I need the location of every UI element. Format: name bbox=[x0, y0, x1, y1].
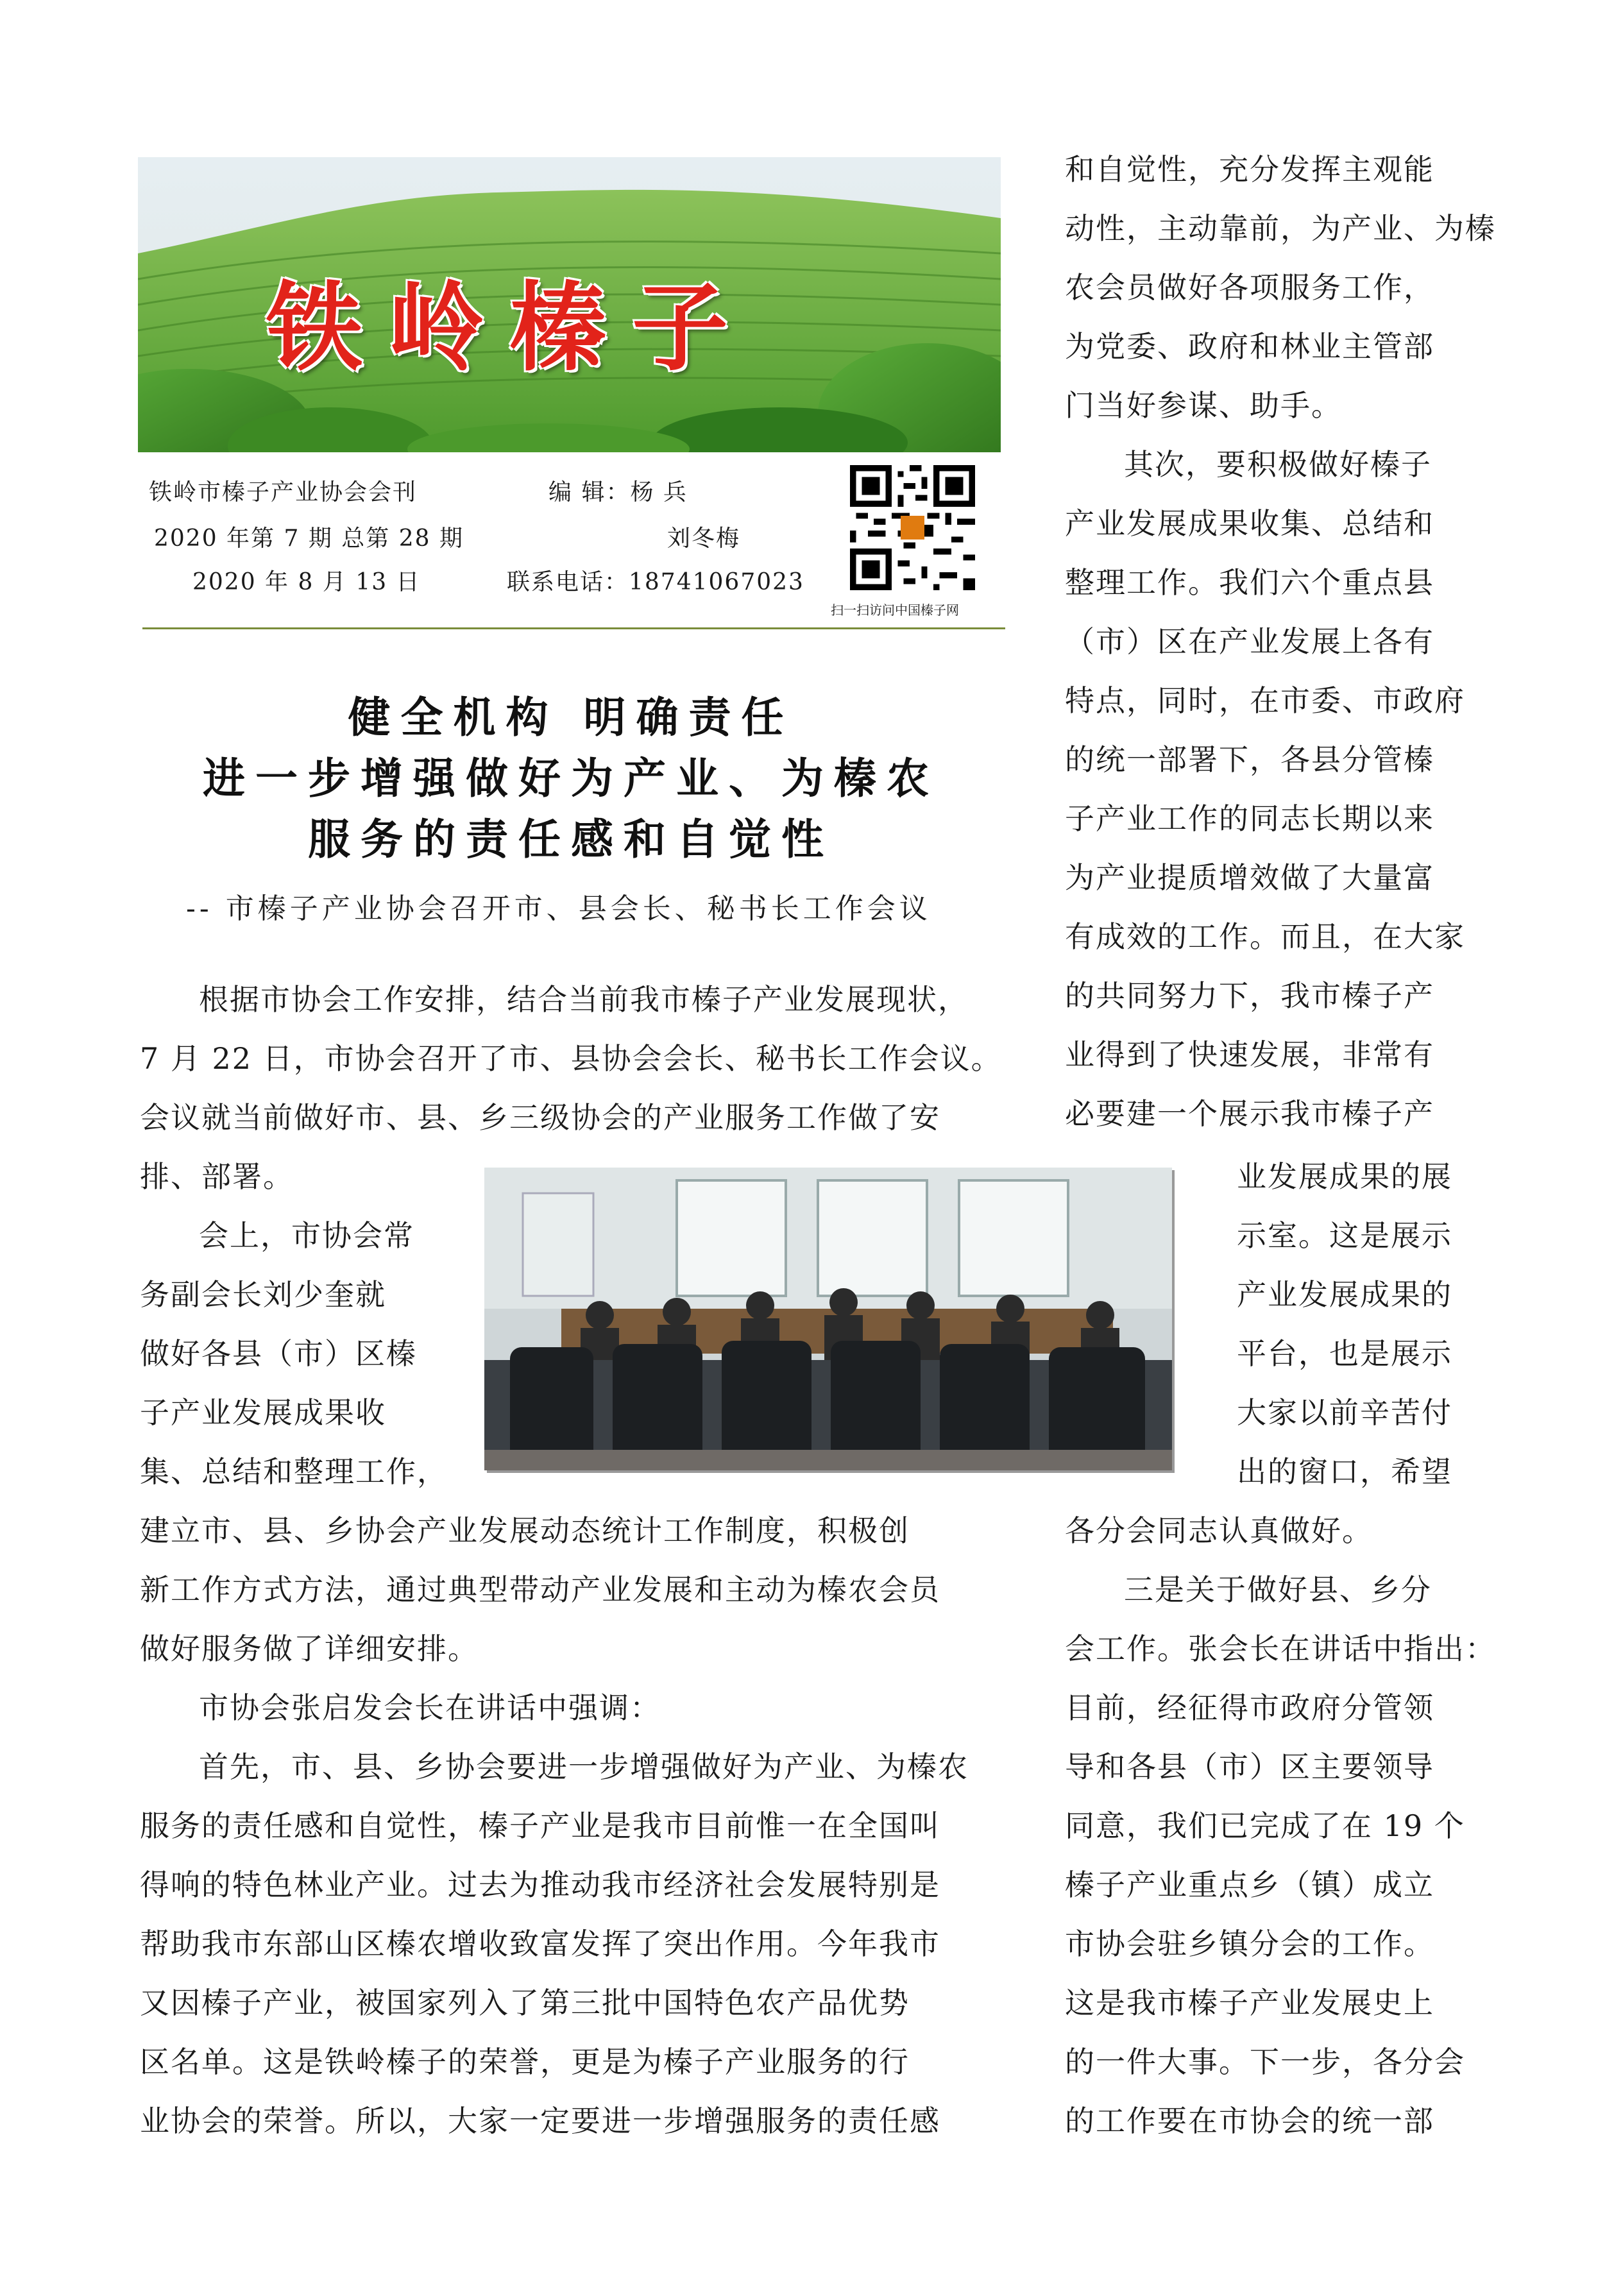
paragraph-line: 各分会同志认真做好。 bbox=[1065, 1513, 1373, 1548]
paragraph-line: 有成效的工作。而且，在大家 bbox=[1065, 919, 1465, 954]
paragraph-line: 又因榛子产业，被国家列入了第三批中国特色农产品优势 bbox=[140, 1986, 910, 2020]
article-right-column-lower bbox=[1065, 1501, 1496, 2150]
paragraph-line: 的统一部署下，各县分管榛 bbox=[1065, 742, 1434, 777]
article-right-column bbox=[1065, 140, 1496, 1143]
paragraph-line: 的共同努力下，我市榛子产 bbox=[1065, 978, 1434, 1013]
article-wrap-text-left bbox=[140, 1206, 448, 1501]
paragraph-line: 做好服务做了详细安排。 bbox=[140, 1631, 479, 1666]
paragraph-line: 得响的特色林业产业。过去为推动我市经济社会发展特别是 bbox=[140, 1867, 940, 1902]
qr-code-icon bbox=[850, 465, 975, 590]
paragraph-line: 子产业工作的同志长期以来 bbox=[1065, 801, 1434, 836]
paragraph-line: 榛子产业重点乡（镇）成立 bbox=[1065, 1867, 1434, 1902]
paragraph-line: 同意，我们已完成了在 19 个 bbox=[1065, 1808, 1465, 1843]
contact-phone: 联系电话：18741067023 bbox=[507, 569, 804, 595]
paragraph-line: 会议就当前做好市、县、乡三级协会的产业服务工作做了安 bbox=[140, 1100, 940, 1135]
paragraph-line: 新工作方式方法，通过典型带动产业发展和主动为榛农会员 bbox=[140, 1572, 940, 1607]
paragraph-line: 集、总结和整理工作， bbox=[140, 1454, 448, 1489]
paragraph-line: 门当好参谋、助手。 bbox=[1065, 388, 1342, 423]
paragraph-line: 业协会的荣誉。所以，大家一定要进一步增强服务的责任感 bbox=[140, 2104, 940, 2138]
paragraph-line: 的工作要在市协会的统一部 bbox=[1065, 2104, 1434, 2138]
paragraph-line: 业得到了快速发展，非常有 bbox=[1065, 1037, 1434, 1072]
paragraph-line: 和自觉性，充分发挥主观能 bbox=[1065, 152, 1434, 187]
headline-line-3: 服务的责任感和自觉性 bbox=[308, 815, 834, 864]
paragraph-line: 为党委、政府和林业主管部 bbox=[1065, 329, 1434, 364]
paragraph-line: 农会员做好各项服务工作， bbox=[1065, 270, 1434, 305]
paragraph-line: 其次，要积极做好榛子 bbox=[1124, 447, 1432, 482]
paragraph-line: 平台，也是展示 bbox=[1237, 1336, 1452, 1371]
paragraph-line: 会上，市协会常 bbox=[199, 1218, 414, 1253]
paragraph-line: 示室。这是展示 bbox=[1237, 1218, 1452, 1253]
paragraph-line: 业发展成果的展 bbox=[1237, 1159, 1452, 1194]
paragraph-line: 大家以前辛苦付 bbox=[1237, 1395, 1452, 1430]
paragraph-line: 导和各县（市）区主要领导 bbox=[1065, 1749, 1434, 1784]
paragraph-line: 子产业发展成果收 bbox=[140, 1395, 386, 1430]
paragraph-line: 动性，主动靠前，为产业、为榛 bbox=[1065, 211, 1496, 246]
editor-label: 编 辑：杨 兵 bbox=[548, 479, 688, 506]
paragraph-line: （市）区在产业发展上各有 bbox=[1065, 624, 1434, 659]
paragraph-line: 做好各县（市）区榛 bbox=[140, 1336, 417, 1371]
paragraph-line: 的一件大事。下一步，各分会 bbox=[1065, 2045, 1465, 2079]
paragraph-line: 产业发展成果收集、总结和 bbox=[1065, 506, 1434, 541]
article-wrap-text-right bbox=[1237, 1147, 1452, 1501]
paragraph-line: 帮助我市东部山区榛农增收致富发挥了突出作用。今年我市 bbox=[140, 1926, 940, 1961]
paragraph-line: 市协会张启发会长在讲话中强调： bbox=[199, 1690, 661, 1725]
issue-date: 2020 年 8 月 13 日 bbox=[192, 569, 421, 595]
masthead-banner bbox=[138, 157, 1001, 452]
article-left-column-lower bbox=[140, 1501, 1012, 2150]
masthead-title: 铁岭榛子 bbox=[266, 273, 754, 384]
subheadline: -- 市榛子产业协会召开市、县会长、秘书长工作会议 bbox=[186, 892, 931, 925]
paragraph-line: 出的窗口，希望 bbox=[1237, 1454, 1452, 1489]
meeting-photo bbox=[484, 1168, 1172, 1470]
paragraph-line: 整理工作。我们六个重点县 bbox=[1065, 565, 1434, 600]
paragraph-line: 产业发展成果的 bbox=[1237, 1277, 1452, 1312]
paragraph-line: 这是我市榛子产业发展史上 bbox=[1065, 1986, 1434, 2020]
headline-line-2: 进一步增强做好为产业、为榛农 bbox=[203, 754, 939, 803]
paragraph-line: 根据市协会工作安排，结合当前我市榛子产业发展现状， bbox=[199, 982, 969, 1017]
paragraph-line: 区名单。这是铁岭榛子的荣誉，更是为榛子产业服务的行 bbox=[140, 2045, 910, 2079]
qr-caption: 扫一扫访问中国榛子网 bbox=[831, 602, 959, 618]
masthead-divider bbox=[142, 627, 1005, 629]
paragraph-line: 建立市、县、乡协会产业发展动态统计工作制度，积极创 bbox=[140, 1513, 910, 1548]
paragraph-line: 会工作。张会长在讲话中指出： bbox=[1065, 1631, 1496, 1666]
paragraph-line: 目前，经征得市政府分管领 bbox=[1065, 1690, 1434, 1725]
editor-name-2: 刘冬梅 bbox=[667, 525, 741, 552]
paragraph-line: 排、部署。 bbox=[140, 1159, 294, 1194]
journal-name: 铁岭市榛子产业协会会刊 bbox=[149, 479, 418, 506]
paragraph-line: 特点，同时，在市委、市政府 bbox=[1065, 683, 1465, 718]
paragraph-line: 服务的责任感和自觉性，榛子产业是我市目前惟一在全国叫 bbox=[140, 1808, 940, 1843]
paragraph-line: 务副会长刘少奎就 bbox=[140, 1277, 386, 1312]
paragraph-line: 市协会驻乡镇分会的工作。 bbox=[1065, 1926, 1434, 1961]
headline-line-1: 健全机构 明确责任 bbox=[348, 693, 794, 742]
paragraph-line: 首先，市、县、乡协会要进一步增强做好为产业、为榛农 bbox=[199, 1749, 969, 1784]
paragraph-line: 为产业提质增效做了大量富 bbox=[1065, 860, 1434, 895]
paragraph-line: 必要建一个展示我市榛子产 bbox=[1065, 1096, 1434, 1131]
paragraph-line: 三是关于做好县、乡分 bbox=[1124, 1572, 1432, 1607]
issue-number: 2020 年第 7 期 总第 28 期 bbox=[154, 525, 464, 552]
paragraph-line: 7 月 22 日，市协会召开了市、县协会会长、秘书长工作会议。 bbox=[140, 1041, 1002, 1076]
